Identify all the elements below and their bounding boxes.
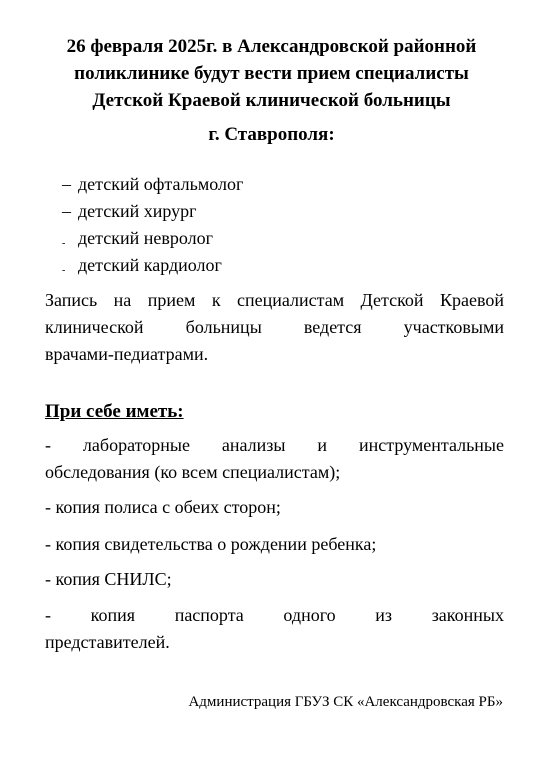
list-item — [62, 252, 243, 279]
appointment-paragraph — [45, 287, 504, 368]
title-line-1: 26 февраля 2025г. в Александровской районной — [66, 36, 477, 57]
bring-item-snils — [45, 566, 504, 593]
list-item — [62, 225, 243, 252]
paragraph-line: врачами-педиатрами. — [45, 344, 209, 364]
bring-item-policy — [45, 494, 504, 521]
document-subtitle: г. Ставрополя: — [208, 124, 335, 145]
paragraph-line: представителей. — [45, 632, 170, 652]
title-line-2: поликлинике будут вести прием специалисты — [74, 63, 469, 84]
footer-signature: Администрация ГБУЗ СК «Александровская РБ» — [188, 694, 503, 710]
list-marker: - — [62, 265, 66, 276]
paragraph-line: - копия паспорта одного из законных — [45, 605, 504, 625]
document-title — [40, 33, 503, 114]
specialist-name: детский кардиолог — [78, 255, 222, 275]
bring-item-passport — [45, 602, 504, 656]
paragraph-line: - лабораторные анализы и инструментальные — [45, 435, 504, 455]
paragraph-line: клинической больницы ведется участковыми — [45, 317, 504, 337]
list-marker: – — [62, 201, 71, 221]
specialist-name: детский невролог — [78, 228, 213, 248]
bring-item-birth-certificate — [45, 531, 504, 558]
list-item — [62, 198, 243, 225]
list-marker: – — [62, 174, 71, 194]
paragraph-line: Запись на прием к специалистам Детской Краевой — [45, 290, 504, 310]
list-item — [62, 171, 243, 198]
specialists-list — [62, 171, 243, 279]
bring-section-title: При себе иметь: — [45, 401, 184, 422]
paragraph-line: обследования (ко всем специалистам); — [45, 462, 341, 482]
title-line-3: Детской Краевой клинической больницы — [92, 90, 451, 111]
paragraph-line: - копия СНИЛС; — [45, 569, 172, 589]
specialist-name: детский офтальмолог — [78, 174, 244, 194]
list-marker: - — [62, 238, 66, 249]
paragraph-line: - копия полиса с обеих сторон; — [45, 497, 281, 517]
bring-item-lab — [45, 432, 504, 486]
specialist-name: детский хирург — [78, 201, 197, 221]
paragraph-line: - копия свидетельства о рождении ребенка; — [45, 534, 377, 554]
